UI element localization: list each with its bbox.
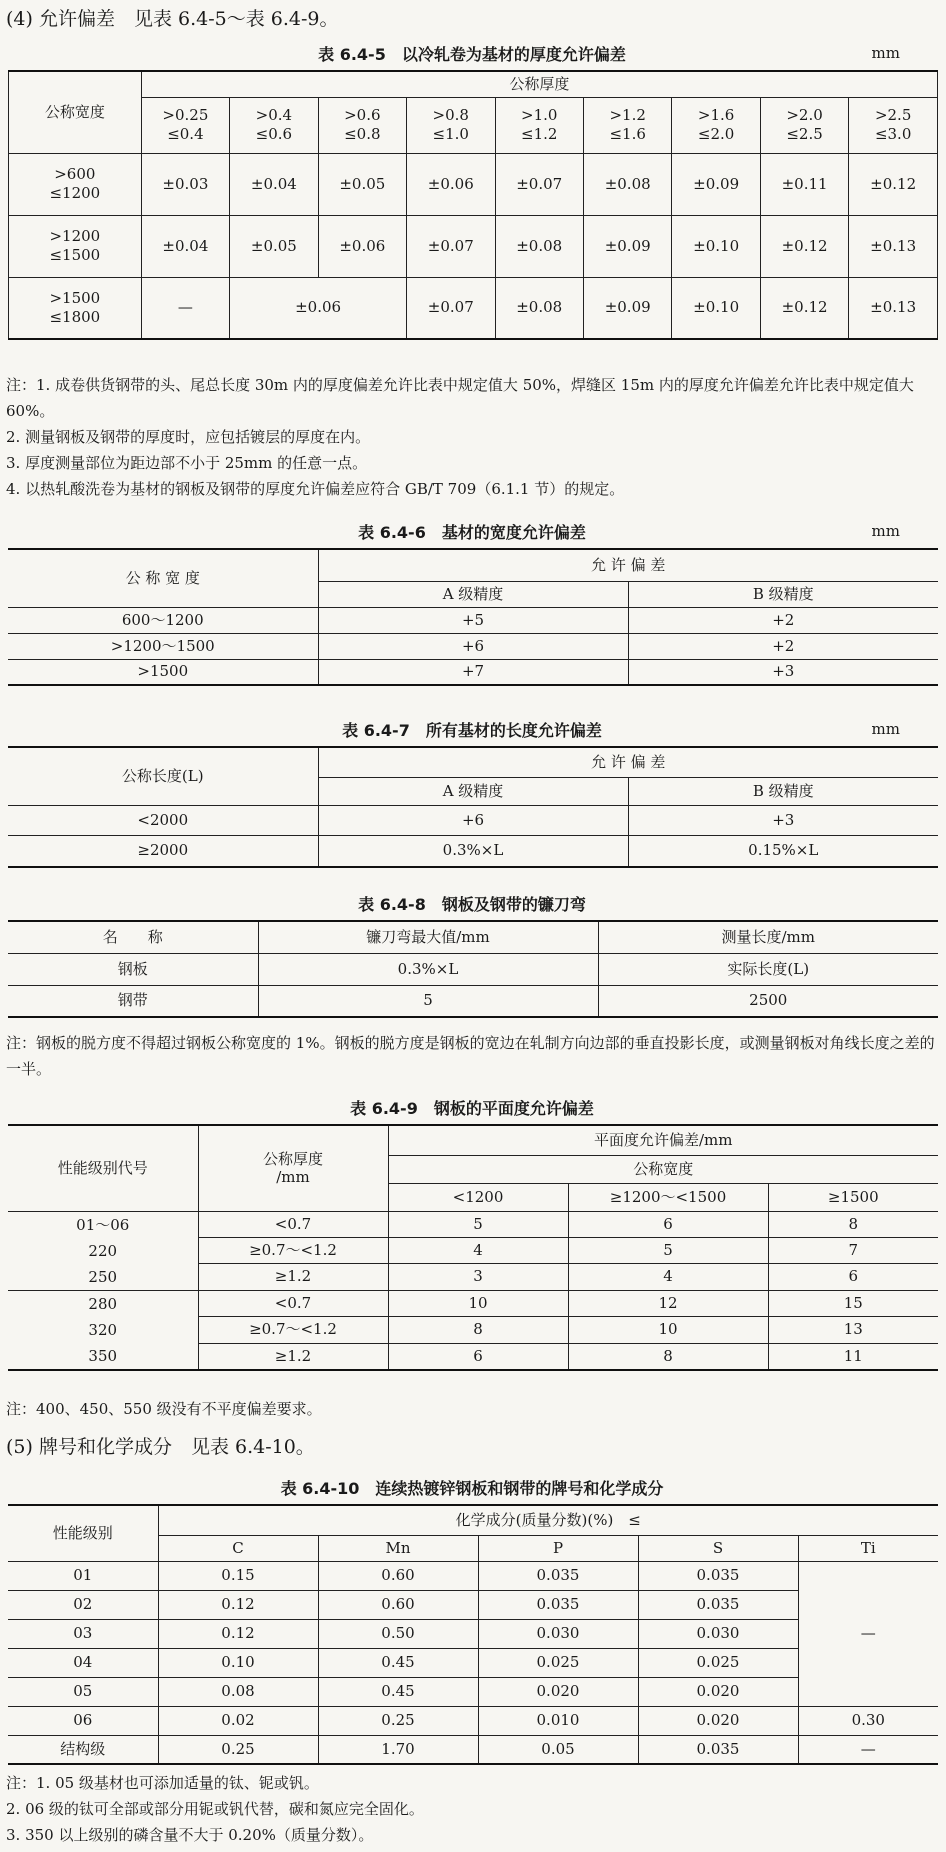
cell: +2 — [628, 633, 938, 659]
cell: ±0.07 — [407, 277, 495, 339]
cell: ±0.06 — [318, 215, 406, 277]
merged-cell: ±0.06 — [230, 277, 407, 339]
col-header-grade-b: B 级精度 — [628, 777, 938, 805]
cell: 0.30 — [798, 1706, 938, 1735]
cell: 6 — [568, 1211, 768, 1237]
col-header-width: 公称宽度 — [9, 71, 142, 153]
table-6-4-10-caption: 表 6.4-10 连续热镀锌钢板和钢带的牌号和化学成分 — [280, 1479, 664, 1498]
table-row — [8, 953, 938, 985]
table-row — [9, 153, 938, 215]
cell: +6 — [318, 633, 628, 659]
table-6-4-9 — [8, 1124, 938, 1371]
col-header-nominal-width: 公 称 宽 度 — [8, 549, 318, 607]
note-line: 注：1. 成卷供货钢带的头、尾总长度 30m 内的厚度偏差允许比表中规定值大 50%，焊缝区 15m 内的厚度允许偏差允许比表中规定值大 60%。 — [6, 376, 914, 420]
section-4-heading: (4) 允许偏差 见表 6.4-5～表 6.4-9。 — [6, 8, 339, 30]
element-mn: Mn — [318, 1535, 478, 1561]
cell: 0.45 — [318, 1648, 478, 1677]
note-line: 2. 测量钢板及钢带的厚度时，应包括镀层的厚度在内。 — [6, 428, 371, 446]
cell: 4 — [568, 1264, 768, 1290]
cell: 实际长度(L) — [598, 953, 938, 985]
cell: +5 — [318, 607, 628, 633]
col-header-name: 名 称 — [8, 921, 258, 953]
table-row — [8, 607, 938, 633]
cell: 0.3%×L — [318, 835, 628, 867]
cell: 0.15%×L — [628, 835, 938, 867]
cell: >1500 — [8, 659, 318, 685]
cell: 0.010 — [478, 1706, 638, 1735]
col-header-flatness: 平面度允许偏差/mm — [388, 1125, 938, 1155]
cell: 3 — [388, 1264, 568, 1290]
table-row — [8, 1211, 938, 1237]
cell: — — [141, 277, 229, 339]
cell: ±0.11 — [760, 153, 848, 215]
cell: 0.10 — [158, 1648, 318, 1677]
cell: 0.035 — [638, 1561, 798, 1590]
table-6-4-8-caption: 表 6.4-8 钢板及钢带的镰刀弯 — [358, 895, 586, 914]
cell: 0.030 — [478, 1619, 638, 1648]
cell: 钢带 — [8, 985, 258, 1017]
cell: 钢板 — [8, 953, 258, 985]
cell: ±0.09 — [583, 277, 671, 339]
col-header-grade: 性能级别 — [8, 1505, 158, 1561]
cell: 03 — [8, 1619, 158, 1648]
cell: 0.035 — [638, 1735, 798, 1764]
table-row — [8, 805, 938, 835]
cell: ±0.13 — [849, 277, 938, 339]
cell: +2 — [628, 607, 938, 633]
cell: 0.45 — [318, 1677, 478, 1706]
cell: 01 — [8, 1561, 158, 1590]
cell: 8 — [568, 1343, 768, 1370]
cell: 0.035 — [638, 1590, 798, 1619]
cell: <0.7 — [198, 1211, 388, 1237]
cell: +3 — [628, 805, 938, 835]
table-6-4-7-caption: 表 6.4-7 所有基材的长度允许偏差 — [342, 721, 602, 740]
cell: 15 — [768, 1290, 938, 1317]
table-row — [8, 1735, 938, 1764]
col-header-camber-max: 镰刀弯最大值/mm — [258, 921, 598, 953]
table-6-4-5-unit: mm — [871, 44, 900, 62]
cell: ±0.08 — [495, 215, 583, 277]
cell: ±0.10 — [672, 215, 760, 277]
table-row — [9, 215, 938, 277]
cell: 10 — [568, 1317, 768, 1344]
cell: 0.035 — [478, 1561, 638, 1590]
cell: ±0.12 — [760, 215, 848, 277]
cell: 05 — [8, 1677, 158, 1706]
cell: 结构级 — [8, 1735, 158, 1764]
thickness-range: >1.0 ≤1.2 — [495, 97, 583, 153]
cell: ≥2000 — [8, 835, 318, 867]
cell: ±0.08 — [495, 277, 583, 339]
col-header-grade-a: A 级精度 — [318, 581, 628, 607]
cell: 5 — [258, 985, 598, 1017]
width-range: ≥1500 — [768, 1183, 938, 1211]
table-6-4-9-note: 注：400、450、550 级没有不平度偏差要求。 — [6, 1400, 322, 1418]
col-header-deviation: 允 许 偏 差 — [318, 549, 938, 581]
cell: 0.030 — [638, 1619, 798, 1648]
cell: 10 — [388, 1290, 568, 1317]
cell: 7 — [768, 1237, 938, 1263]
note-line: 3. 350 以上级别的磷含量不大于 0.20%（质量分数）。 — [6, 1826, 374, 1844]
cell: ≥0.7～<1.2 — [198, 1237, 388, 1263]
table-6-4-5-caption: 表 6.4-5 以冷轧卷为基材的厚度允许偏差 — [318, 45, 626, 64]
cell: ≥0.7～<1.2 — [198, 1317, 388, 1344]
width-range: >1200 ≤1500 — [9, 215, 142, 277]
cell: 0.025 — [638, 1648, 798, 1677]
cell: ±0.13 — [849, 215, 938, 277]
cell: 13 — [768, 1317, 938, 1344]
cell: ±0.12 — [849, 153, 938, 215]
cell: <0.7 — [198, 1290, 388, 1317]
col-header-thickness: 公称厚度 — [141, 71, 937, 97]
table-row — [8, 1706, 938, 1735]
col-header-chemical: 化学成分(质量分数)(%) ≤ — [158, 1505, 938, 1535]
table-6-4-5 — [8, 70, 938, 340]
cell: 0.12 — [158, 1590, 318, 1619]
cell: 600～1200 — [8, 607, 318, 633]
cell: 0.020 — [478, 1677, 638, 1706]
cell: 0.020 — [638, 1677, 798, 1706]
thickness-range: >0.25 ≤0.4 — [141, 97, 229, 153]
cell: 06 — [8, 1706, 158, 1735]
cell: +7 — [318, 659, 628, 685]
cell: ±0.05 — [230, 215, 318, 277]
width-range: ≥1200～<1500 — [568, 1183, 768, 1211]
ti-merged-cell: — — [798, 1561, 938, 1706]
cell: 0.035 — [478, 1590, 638, 1619]
cell: ±0.12 — [760, 277, 848, 339]
width-range: <1200 — [388, 1183, 568, 1211]
cell: 0.3%×L — [258, 953, 598, 985]
cell: 5 — [568, 1237, 768, 1263]
cell: 0.15 — [158, 1561, 318, 1590]
width-range: >1500 ≤1800 — [9, 277, 142, 339]
element-s: S — [638, 1535, 798, 1561]
col-header-measure-length: 测量长度/mm — [598, 921, 938, 953]
table-6-4-6-caption: 表 6.4-6 基材的宽度允许偏差 — [358, 523, 586, 542]
section-5-heading: (5) 牌号和化学成分 见表 6.4-10。 — [6, 1436, 315, 1458]
table-6-4-8 — [8, 920, 938, 1018]
cell: <2000 — [8, 805, 318, 835]
cell: ±0.04 — [141, 215, 229, 277]
cell: 0.08 — [158, 1677, 318, 1706]
cell: ±0.07 — [495, 153, 583, 215]
cell: ±0.08 — [583, 153, 671, 215]
col-header-deviation: 允 许 偏 差 — [318, 747, 938, 777]
table-row — [8, 835, 938, 867]
cell: 12 — [568, 1290, 768, 1317]
table-6-4-7 — [8, 746, 938, 868]
cell: ±0.05 — [318, 153, 406, 215]
note-line: 注：1. 05 级基材也可添加适量的钛、铌或钒。 — [6, 1774, 319, 1792]
table-row — [9, 277, 938, 339]
note-line: 4. 以热轧酸洗卷为基材的钢板及钢带的厚度允许偏差应符合 GB/T 709（6.1.1 节）的规定。 — [6, 480, 625, 498]
element-ti: Ti — [798, 1535, 938, 1561]
cell: 0.60 — [318, 1590, 478, 1619]
thickness-range: >1.2 ≤1.6 — [583, 97, 671, 153]
cell: 2500 — [598, 985, 938, 1017]
table-row — [8, 633, 938, 659]
cell: 11 — [768, 1343, 938, 1370]
cell: 0.60 — [318, 1561, 478, 1590]
thickness-range: >0.4 ≤0.6 — [230, 97, 318, 153]
cell: 0.02 — [158, 1706, 318, 1735]
cell: ±0.03 — [141, 153, 229, 215]
cell: 0.05 — [478, 1735, 638, 1764]
cell: +6 — [318, 805, 628, 835]
element-c: C — [158, 1535, 318, 1561]
cell: 8 — [388, 1317, 568, 1344]
grade-group: 01～06 220 250 — [8, 1211, 198, 1290]
col-header-grade-b: B 级精度 — [628, 581, 938, 607]
cell: 1.70 — [318, 1735, 478, 1764]
cell: 6 — [388, 1343, 568, 1370]
cell: 5 — [388, 1211, 568, 1237]
col-header-grade: 性能级别代号 — [8, 1125, 198, 1211]
thickness-range: >1.6 ≤2.0 — [672, 97, 760, 153]
thickness-range: >0.8 ≤1.0 — [407, 97, 495, 153]
cell: ±0.04 — [230, 153, 318, 215]
cell: 0.25 — [158, 1735, 318, 1764]
cell: ±0.09 — [583, 215, 671, 277]
table-row — [8, 1290, 938, 1317]
col-header-nominal-length: 公称长度(L) — [8, 747, 318, 805]
table-6-4-7-unit: mm — [871, 720, 900, 738]
cell: ≥1.2 — [198, 1264, 388, 1290]
table-6-4-6 — [8, 548, 938, 686]
cell: ±0.07 — [407, 215, 495, 277]
table-6-4-9-caption: 表 6.4-9 钢板的平面度允许偏差 — [350, 1099, 594, 1118]
cell: +3 — [628, 659, 938, 685]
cell: ±0.09 — [672, 153, 760, 215]
width-range: >600 ≤1200 — [9, 153, 142, 215]
cell: 0.025 — [478, 1648, 638, 1677]
cell: 8 — [768, 1211, 938, 1237]
table-6-4-10 — [8, 1504, 938, 1765]
element-p: P — [478, 1535, 638, 1561]
table-6-4-8-note: 注：钢板的脱方度不得超过钢板公称宽度的 1%。钢板的脱方度是钢板的宽边在轧制方向边部的垂直投影长度，或测量钢板对角线长度之差的一半。 — [6, 1034, 935, 1078]
thickness-range: >0.6 ≤0.8 — [318, 97, 406, 153]
cell: 0.50 — [318, 1619, 478, 1648]
cell: — — [798, 1735, 938, 1764]
cell: 04 — [8, 1648, 158, 1677]
thickness-range: >2.5 ≤3.0 — [849, 97, 938, 153]
cell: ≥1.2 — [198, 1343, 388, 1370]
note-line: 2. 06 级的钛可全部或部分用铌或钒代替，碳和氮应完全固化。 — [6, 1800, 424, 1818]
col-header-nominal-thickness: 公称厚度 /mm — [198, 1125, 388, 1211]
table-row — [8, 985, 938, 1017]
cell: ±0.10 — [672, 277, 760, 339]
table-row — [8, 659, 938, 685]
table-6-4-6-unit: mm — [871, 522, 900, 540]
note-line: 3. 厚度测量部位为距边部不小于 25mm 的任意一点。 — [6, 454, 368, 472]
cell: 6 — [768, 1264, 938, 1290]
cell: 02 — [8, 1590, 158, 1619]
col-header-grade-a: A 级精度 — [318, 777, 628, 805]
grade-group: 280 320 350 — [8, 1290, 198, 1370]
cell: 0.12 — [158, 1619, 318, 1648]
cell: ±0.06 — [407, 153, 495, 215]
cell: 0.020 — [638, 1706, 798, 1735]
table-row — [8, 1561, 938, 1590]
cell: >1200～1500 — [8, 633, 318, 659]
cell: 4 — [388, 1237, 568, 1263]
col-header-nominal-width: 公称宽度 — [388, 1155, 938, 1183]
cell: 0.25 — [318, 1706, 478, 1735]
table-6-4-5-notes — [6, 372, 938, 502]
table-6-4-10-notes — [6, 1770, 938, 1848]
thickness-range: >2.0 ≤2.5 — [760, 97, 848, 153]
